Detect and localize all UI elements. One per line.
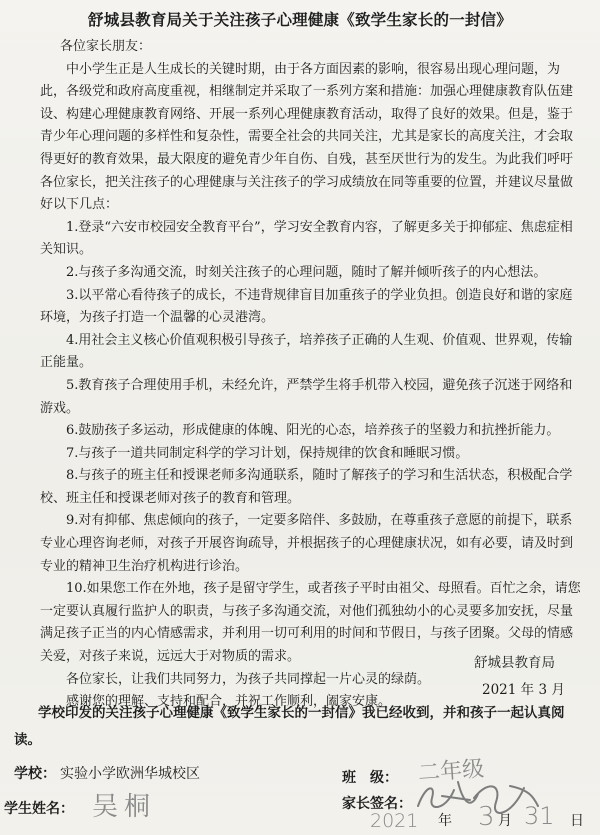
paragraph-item-6: 6.鼓励孩子多运动，形成健康的体魄、阳光的心态，培养孩子的坚毅力和抗挫折能力。 xyxy=(66,423,560,439)
date-month-unit: 月 xyxy=(498,813,512,829)
paragraph-item-5: 5.教育孩子合理使用手机，未经允许，严禁学生将手机带入校园，避免孩子沉迷于网络和游戏。 xyxy=(40,377,573,416)
paragraph-item-4: 4.用社会主义核心价值观积极引导孩子，培养孩子正确的人生观、价值观、世界观，传输正能量。 xyxy=(40,332,573,371)
paragraph-item-8: 8.与孩子的班主任和授课老师多沟通联系，随时了解孩子的学习和生活状态，积极配合学校、班主任和授课老师对孩子的教育和管理。 xyxy=(40,468,573,506)
paragraph-item-9: 9.对有抑郁、焦虑倾向的孩子，一定要多陪伴、多鼓励，在尊重孩子意愿的前提下，联系专业心理咨询老师，对孩子开展咨询疏导，并根据孩子的心理健康状况，如有必要，请及时到专业的精神卫生治疗机构进行诊治。 xyxy=(40,513,574,574)
paragraph-item-7: 7.与孩子一道共同制定科学的学习计划，保持规律的饮食和睡眠习惯。 xyxy=(66,445,469,461)
signature-date: 2021 年 3 月 xyxy=(482,682,565,698)
school-label: 学校： xyxy=(14,766,56,782)
paragraph-item-3: 3.以平常心看待孩子的成长，不违背规律盲目加重孩子的学业负担。创造良好和谐的家庭环境，为孩子打造一个温馨的心灵港湾。 xyxy=(40,287,573,326)
date-month-handwritten: 3 xyxy=(478,802,495,832)
class-label: 班 级： xyxy=(342,770,398,786)
date-day-unit: 日 xyxy=(570,813,584,829)
letter-body xyxy=(40,36,585,714)
salutation: 各位家长朋友： xyxy=(60,39,152,54)
parent-signature-label: 家长签名： xyxy=(342,796,412,812)
document-title: 舒城县教育局关于关注孩子心理健康《致学生家长的一封信》 xyxy=(88,10,512,29)
date-year-unit: 年 xyxy=(438,813,452,829)
signature-organization: 舒城县教育局 xyxy=(474,655,555,671)
paragraph-item-1: 1.登录“六安市校园安全教育平台”，学习安全教育内容，了解更多关于抑郁症、焦虑症相关知识。 xyxy=(40,219,573,258)
paragraph-item-10: 10.如果您工作在外地，孩子是留守学生，或者孩子平时由祖父、母照看。百忙之余，请您一定要认真履行监护人的职责，与孩子多沟通交流，对他们孤独幼小的心灵要多加安抚，尽量满足孩子正当的内心情感需求，并利用一切可利用的时间和节假日，与孩子团聚。父母的情感关爱，对孩子来说，远远大于对物质的需求。 xyxy=(40,581,581,665)
paragraph-item-2: 2.与孩子多沟通交流，时刻关注孩子的心理问题，随时了解并倾听孩子的内心想法。 xyxy=(66,264,547,280)
paragraph-closing-1: 各位家长，让我们共同努力，为孩子共同撑起一片心灵的绿荫。 xyxy=(66,671,431,687)
paragraph-intro: 中小学生正是人生成长的关键时期，由于各方面因素的影响，很容易出现心理问题，为此，各级党和政府高度重视，相继制定并采取了一系列方案和措施：加强心理健康教育队伍建设、构建心理健康教育网络、开展一系列心理健康教育活动，取得了良好的效果。但是，鉴于青少年心理问题的多样性和复杂性，需要全社会的共同关注，尤其是家长的高度关注，才会取得更好的教育效果，最大限度的避免青少年自伤、自残，甚至厌世行为的发生。为此我们呼吁各位家长，把关注孩子的心理健康与关注孩子的学习成绩放在同等重要的位置，并建议尽量做好以下几点： xyxy=(40,61,574,213)
receipt-text: 学校印发的关注孩子心理健康《致学生家长的一封信》我已经收到，并和孩子一起认真阅读。 xyxy=(14,705,565,748)
date-day-handwritten: 31 xyxy=(524,802,555,830)
date-year-handwritten: 2021 xyxy=(370,810,419,832)
school-value: 实验小学欧洲华城校区 xyxy=(60,766,200,782)
student-name-label: 学生姓名： xyxy=(4,801,74,817)
class-value-handwritten: 二年级 xyxy=(417,756,485,787)
receipt-statement xyxy=(14,700,584,754)
paragraph-closing-2: 感谢您的理解、支持和配合，并祝工作顺利，阖家安康。 xyxy=(66,694,392,710)
student-name-handwritten: 吴桐 xyxy=(92,792,157,822)
